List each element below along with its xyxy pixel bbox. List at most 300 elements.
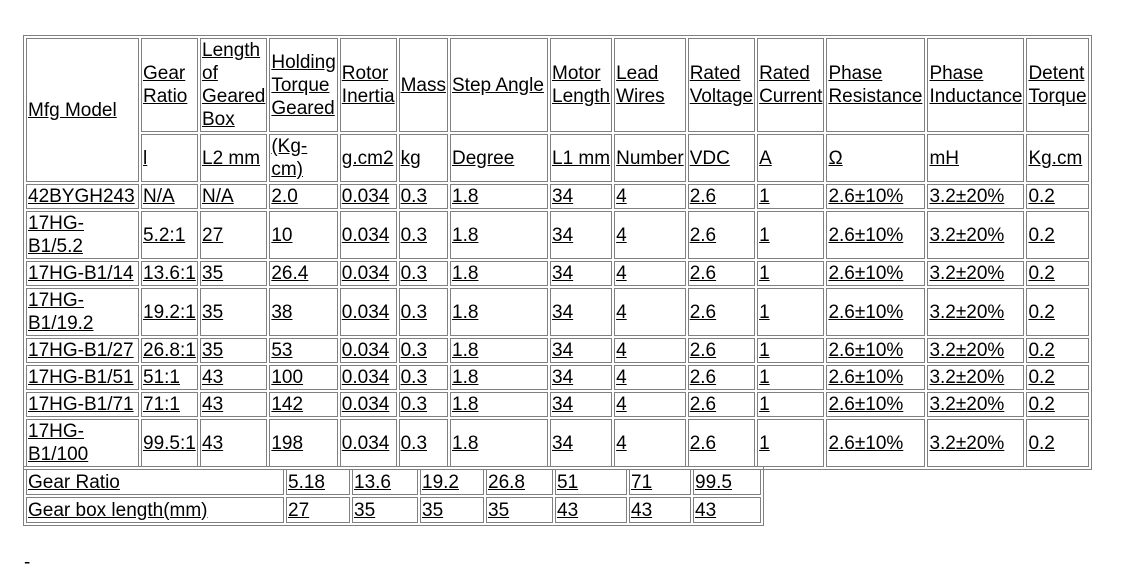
column-header <box>826 38 925 132</box>
table-cell <box>141 392 198 417</box>
table-row <box>26 338 1089 363</box>
unit-header <box>200 134 267 182</box>
unit-header <box>340 134 397 182</box>
unit-header-text: Degree <box>452 147 515 169</box>
model-cell <box>26 184 139 209</box>
table-cell <box>1026 184 1088 209</box>
table-cell <box>269 419 337 467</box>
unit-header <box>614 134 686 182</box>
table-cell <box>826 419 925 467</box>
column-header-text: Rated Current <box>759 63 823 107</box>
table-cell-text: 0.3 <box>400 367 428 388</box>
column-header <box>399 38 448 132</box>
model-cell-text: 17HG-B1/51 <box>28 367 134 388</box>
unit-header <box>450 134 548 182</box>
table-cell-text: 198 <box>271 432 304 454</box>
gear-cell-text: 26.8 <box>488 471 525 493</box>
table-cell <box>550 365 612 390</box>
table-cell-text: 0.3 <box>400 340 428 361</box>
column-header-text: Rotor Inertia <box>341 63 395 107</box>
table-cell <box>826 211 925 259</box>
table-cell <box>340 211 397 259</box>
table-cell <box>826 288 925 336</box>
table-cell-text: 0.2 <box>1028 340 1055 361</box>
model-cell-text: 17HG-B1/19.2 <box>28 290 94 334</box>
table-cell-text: 0.2 <box>1028 186 1055 207</box>
unit-header <box>1026 134 1088 182</box>
table-cell <box>450 365 548 390</box>
table-cell-text: 0.034 <box>341 186 390 207</box>
table-cell <box>550 184 612 209</box>
gear-cell-text: 19.2 <box>422 471 459 493</box>
table-cell <box>141 211 198 259</box>
table-cell <box>399 365 448 390</box>
unit-header-text: VDC <box>689 147 730 169</box>
table-cell-text: 1 <box>759 263 770 284</box>
table-cell-text: 26.4 <box>271 263 309 284</box>
table-cell <box>927 288 1024 336</box>
table-cell-text: 1.8 <box>452 186 479 207</box>
table-cell <box>340 288 397 336</box>
table-cell <box>450 419 548 467</box>
table-cell <box>269 392 337 417</box>
column-header <box>688 38 755 132</box>
gear-cell-text: 43 <box>631 499 653 521</box>
gear-cell-text: 27 <box>288 499 310 521</box>
table-cell <box>688 211 755 259</box>
table-cell <box>1026 261 1088 286</box>
gear-cell <box>420 497 484 523</box>
table-cell-text: 51:1 <box>143 367 180 388</box>
table-cell-text: 0.2 <box>1028 394 1055 415</box>
table-cell <box>550 288 612 336</box>
table-cell <box>200 419 267 467</box>
unit-header-text: Kg.cm <box>1028 147 1083 169</box>
table-cell <box>450 288 548 336</box>
table-cell <box>826 365 925 390</box>
gear-cell <box>693 469 761 495</box>
table-cell <box>927 338 1024 363</box>
table-cell-text: 1 <box>759 367 770 388</box>
table-cell-text: 1.8 <box>452 263 479 284</box>
gear-cell <box>486 497 553 523</box>
table-cell-text: 34 <box>552 186 574 207</box>
table-cell-text: 53 <box>271 340 293 361</box>
gear-cell <box>352 469 418 495</box>
gear-ratio-table <box>23 466 764 526</box>
table-cell-text: 13.6:1 <box>143 263 196 284</box>
gear-cell-text: 43 <box>557 499 579 521</box>
table-cell <box>340 392 397 417</box>
table-cell-text: 2.6±10% <box>828 263 904 284</box>
table-cell <box>757 261 824 286</box>
unit-header <box>399 134 448 182</box>
gear-cell-text: Gear box length(mm) <box>28 499 208 521</box>
gear-table-body <box>26 469 761 523</box>
gear-cell <box>352 497 418 523</box>
column-header <box>927 38 1024 132</box>
column-header-text: Holding Torque Geared <box>271 51 336 119</box>
column-header-text: Motor Length <box>552 63 611 107</box>
table-cell <box>1026 211 1088 259</box>
table-cell-text: 5.2:1 <box>143 224 186 246</box>
table-cell-text: 0.034 <box>341 367 390 388</box>
table-cell-text: 3.2±20% <box>929 224 1005 246</box>
table-cell <box>399 261 448 286</box>
column-header <box>550 38 612 132</box>
table-cell <box>450 211 548 259</box>
table-cell <box>688 419 755 467</box>
unit-header-text: mH <box>929 147 959 169</box>
table-cell-text: 0.3 <box>400 301 428 323</box>
table-cell-text: 0.3 <box>400 186 428 207</box>
table-row <box>26 392 1089 417</box>
table-cell <box>614 261 686 286</box>
table-cell-text: 3.2±20% <box>929 263 1005 284</box>
table-cell-text: 2.6 <box>689 263 717 284</box>
table-cell <box>826 392 925 417</box>
table-cell <box>269 365 337 390</box>
model-cell-text: 17HG-B1/27 <box>28 340 134 361</box>
table-cell-text: 142 <box>271 394 304 415</box>
unit-header <box>927 134 1024 182</box>
table-cell-text: 1.8 <box>452 394 479 415</box>
unit-header <box>269 134 337 182</box>
gear-cell <box>693 497 761 523</box>
table-cell <box>399 419 448 467</box>
column-header <box>450 38 548 132</box>
spec-table-body <box>26 38 1089 467</box>
table-cell <box>688 261 755 286</box>
table-cell-text: 34 <box>552 340 574 361</box>
column-header-text: Mfg Model <box>28 99 117 121</box>
gear-row-label <box>26 469 284 495</box>
table-cell <box>1026 365 1088 390</box>
model-cell-text: 17HG-B1/5.2 <box>28 213 84 257</box>
table-cell-text: 1 <box>759 432 770 454</box>
table-cell-text: 1 <box>759 186 770 207</box>
table-cell-text: 71:1 <box>143 394 180 415</box>
table-cell <box>688 365 755 390</box>
gear-cell-text: 43 <box>695 499 717 521</box>
model-cell <box>26 338 139 363</box>
table-cell <box>141 184 198 209</box>
table-cell <box>826 338 925 363</box>
table-cell-text: 0.2 <box>1028 367 1055 388</box>
table-row <box>26 288 1089 336</box>
table-cell <box>269 261 337 286</box>
model-cell <box>26 288 139 336</box>
table-cell-text: 0.3 <box>400 263 428 284</box>
unit-header <box>826 134 925 182</box>
table-cell-text: 35 <box>202 340 224 361</box>
gear-row-label <box>26 497 284 523</box>
header-row <box>26 38 1089 132</box>
table-cell <box>927 184 1024 209</box>
table-cell <box>550 392 612 417</box>
table-cell <box>200 261 267 286</box>
table-cell-text: 35 <box>202 263 224 284</box>
table-cell <box>399 288 448 336</box>
table-cell-text: 3.2±20% <box>929 186 1005 207</box>
column-header <box>614 38 686 132</box>
table-cell <box>757 419 824 467</box>
table-cell <box>340 261 397 286</box>
table-cell <box>269 288 337 336</box>
column-header <box>340 38 397 132</box>
table-cell <box>757 392 824 417</box>
table-cell <box>450 184 548 209</box>
table-cell-text: 38 <box>271 301 293 323</box>
gear-cell-text: 35 <box>354 499 376 521</box>
column-header-text: Length of Geared Box <box>202 40 266 130</box>
table-cell <box>550 261 612 286</box>
model-cell-text: 17HG-B1/14 <box>28 263 134 284</box>
column-header-text: Phase Resistance <box>828 63 923 107</box>
table-cell-text: 3.2±20% <box>929 340 1005 361</box>
unit-header-text: L2 mm <box>202 147 261 169</box>
gear-cell <box>286 469 350 495</box>
unit-header-text: g.cm2 <box>341 147 394 169</box>
table-cell <box>927 211 1024 259</box>
table-cell <box>450 392 548 417</box>
trailing-text: - <box>24 552 31 573</box>
gear-cell <box>555 469 627 495</box>
table-cell-text: 34 <box>552 224 574 246</box>
gear-table-row <box>26 469 761 495</box>
model-cell <box>26 211 139 259</box>
table-cell-text: 100 <box>271 367 304 388</box>
table-cell-text: 34 <box>552 367 574 388</box>
table-cell <box>269 338 337 363</box>
model-cell-text: 17HG-B1/100 <box>28 421 89 465</box>
unit-header-text: Ω <box>828 147 843 169</box>
model-cell-text: 17HG-B1/71 <box>28 394 134 415</box>
table-cell <box>200 338 267 363</box>
model-cell <box>26 419 139 467</box>
column-header <box>1026 38 1088 132</box>
table-cell-text: 43 <box>202 432 224 454</box>
table-cell-text: 1.8 <box>452 301 479 323</box>
table-cell <box>927 261 1024 286</box>
gear-cell-text: 35 <box>488 499 510 521</box>
unit-header <box>550 134 612 182</box>
table-cell <box>141 419 198 467</box>
column-header <box>200 38 267 132</box>
table-cell-text: 1 <box>759 224 770 246</box>
model-cell <box>26 365 139 390</box>
table-cell <box>614 419 686 467</box>
table-cell-text: 2.6 <box>689 340 717 361</box>
table-cell-text: 43 <box>202 394 224 415</box>
unit-header-text: A <box>759 147 772 169</box>
table-cell-text: 0.3 <box>400 224 428 246</box>
table-cell <box>141 365 198 390</box>
gear-cell <box>629 469 691 495</box>
table-cell <box>614 184 686 209</box>
table-row <box>26 365 1089 390</box>
table-cell-text: 2.6±10% <box>828 394 904 415</box>
table-cell <box>399 392 448 417</box>
table-row <box>26 184 1089 209</box>
table-cell-text: 26.8:1 <box>143 340 196 361</box>
table-cell-text: 2.6 <box>689 394 717 415</box>
table-cell <box>200 288 267 336</box>
gear-cell-text: 51 <box>557 471 579 493</box>
table-row <box>26 261 1089 286</box>
table-cell <box>340 184 397 209</box>
table-cell <box>1026 288 1088 336</box>
table-cell <box>200 184 267 209</box>
table-cell-text: 2.6±10% <box>828 301 904 323</box>
table-cell-text: 4 <box>616 301 627 323</box>
gear-cell <box>629 497 691 523</box>
table-cell-text: 0.2 <box>1028 263 1055 284</box>
table-cell-text: 2.6 <box>689 301 717 323</box>
unit-header-text: (Kg-cm) <box>271 136 308 180</box>
column-header <box>757 38 824 132</box>
table-cell <box>614 211 686 259</box>
table-cell-text: 0.034 <box>341 263 390 284</box>
table-cell-text: 43 <box>202 367 224 388</box>
table-cell <box>399 211 448 259</box>
table-cell-text: 2.6±10% <box>828 224 904 246</box>
table-cell <box>1026 392 1088 417</box>
table-cell <box>1026 419 1088 467</box>
table-cell-text: 0.3 <box>400 394 428 415</box>
table-row <box>26 211 1089 259</box>
table-cell <box>757 365 824 390</box>
table-cell-text: 19.2:1 <box>143 301 196 323</box>
table-cell-text: 1.8 <box>452 367 479 388</box>
gear-cell-text: 35 <box>422 499 444 521</box>
table-cell <box>200 365 267 390</box>
table-cell <box>688 392 755 417</box>
table-cell-text: 4 <box>616 224 627 246</box>
table-cell-text: 1 <box>759 394 770 415</box>
table-cell-text: 1 <box>759 301 770 323</box>
gear-cell <box>420 469 484 495</box>
table-cell-text: 34 <box>552 301 574 323</box>
table-cell-text: 2.6±10% <box>828 432 904 454</box>
unit-header-text: l <box>143 147 148 169</box>
gear-cell <box>486 469 553 495</box>
table-cell <box>450 261 548 286</box>
table-cell-text: 99.5:1 <box>143 432 196 454</box>
table-cell-text: 1 <box>759 340 770 361</box>
table-cell-text: 0.2 <box>1028 301 1055 323</box>
table-cell-text: 3.2±20% <box>929 432 1005 454</box>
table-cell-text: 0.034 <box>341 301 390 323</box>
table-cell <box>340 338 397 363</box>
table-cell <box>688 184 755 209</box>
table-cell <box>757 211 824 259</box>
table-cell-text: 3.2±20% <box>929 394 1005 415</box>
table-cell <box>550 211 612 259</box>
table-cell <box>614 392 686 417</box>
table-cell <box>141 288 198 336</box>
table-cell <box>757 338 824 363</box>
units-row <box>26 134 1089 182</box>
table-cell-text: 0.3 <box>400 432 428 454</box>
table-cell <box>450 338 548 363</box>
table-cell-text: 27 <box>202 224 224 246</box>
table-cell-text: 4 <box>616 340 627 361</box>
unit-header-text: kg <box>400 147 421 169</box>
table-cell <box>269 211 337 259</box>
gear-cell-text: 13.6 <box>354 471 391 493</box>
table-cell <box>826 184 925 209</box>
column-header <box>26 38 139 182</box>
gear-cell-text: Gear Ratio <box>28 471 120 493</box>
table-cell-text: 2.6±10% <box>828 340 904 361</box>
table-cell <box>200 392 267 417</box>
gear-cell <box>555 497 627 523</box>
gear-cell <box>286 497 350 523</box>
table-cell-text: 0.2 <box>1028 224 1055 246</box>
column-header <box>269 38 337 132</box>
table-cell-text: 4 <box>616 186 627 207</box>
table-cell <box>757 288 824 336</box>
table-cell-text: 0.034 <box>341 432 390 454</box>
table-cell-text: 1.8 <box>452 432 479 454</box>
table-cell <box>1026 338 1088 363</box>
table-cell-text: 3.2±20% <box>929 301 1005 323</box>
column-header-text: Rated Voltage <box>689 63 754 107</box>
table-cell <box>688 338 755 363</box>
table-cell-text: 4 <box>616 432 627 454</box>
table-cell-text: 35 <box>202 301 224 323</box>
column-header-text: Mass <box>400 74 446 96</box>
table-cell-text: N/A <box>202 186 234 207</box>
gear-cell-text: 5.18 <box>288 471 325 493</box>
model-cell <box>26 392 139 417</box>
unit-header-text: L1 mm <box>552 147 611 169</box>
table-cell-text: 4 <box>616 367 627 388</box>
column-header-text: Detent Torque <box>1028 63 1087 107</box>
table-cell <box>614 365 686 390</box>
table-cell <box>340 419 397 467</box>
column-header-text: Lead Wires <box>616 63 665 107</box>
motor-spec-table <box>23 35 1092 470</box>
gear-cell-text: 71 <box>631 471 653 493</box>
table-cell <box>826 261 925 286</box>
table-cell <box>550 338 612 363</box>
table-cell <box>141 261 198 286</box>
unit-header <box>141 134 198 182</box>
table-cell <box>269 184 337 209</box>
table-cell-text: 2.6 <box>689 367 717 388</box>
column-header-text: Gear Ratio <box>143 63 188 107</box>
unit-header <box>757 134 824 182</box>
table-cell <box>688 288 755 336</box>
table-cell <box>141 338 198 363</box>
table-cell-text: 34 <box>552 432 574 454</box>
table-cell <box>757 184 824 209</box>
table-cell-text: 2.0 <box>271 186 298 207</box>
table-cell-text: 34 <box>552 263 574 284</box>
model-cell-text: 42BYGH243 <box>28 186 135 207</box>
table-cell-text: N/A <box>143 186 175 207</box>
table-row <box>26 419 1089 467</box>
table-cell-text: 2.6 <box>689 186 717 207</box>
table-cell-text: 0.034 <box>341 224 390 246</box>
table-cell <box>614 338 686 363</box>
table-cell-text: 1.8 <box>452 224 479 246</box>
table-cell <box>614 288 686 336</box>
table-cell-text: 0.2 <box>1028 432 1055 454</box>
table-cell-text: 2.6±10% <box>828 367 904 388</box>
